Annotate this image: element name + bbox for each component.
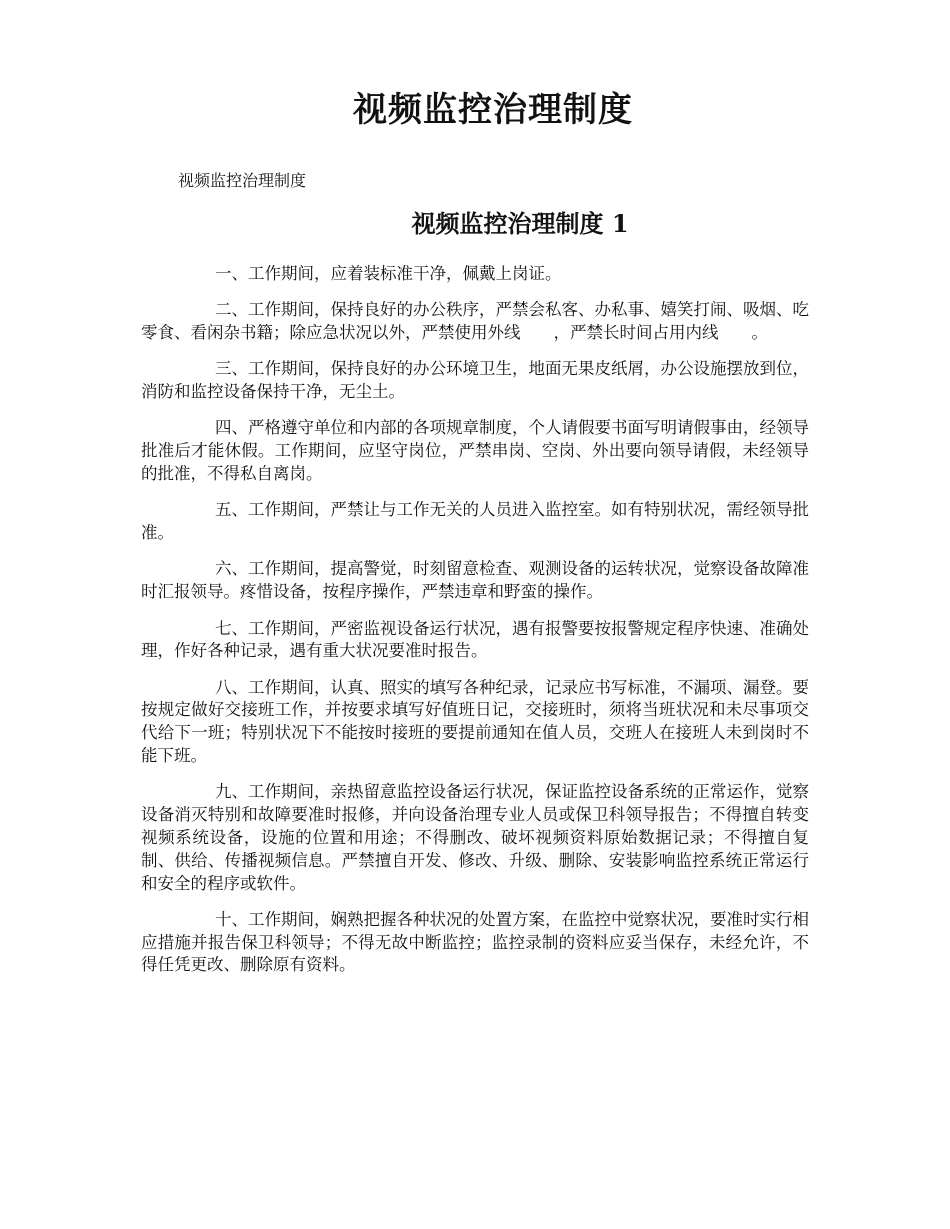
document-subtitle: 视频监控治理制度 bbox=[178, 171, 307, 190]
paragraph-6: 六、工作期间，提高警觉，时刻留意检查、观测设备的运转状况，觉察设备故障准时汇报领导。疼惜设备，按程序操作，严禁违章和野蛮的操作。 bbox=[141, 559, 809, 602]
paragraph-1: 一、工作期间，应着装标准干净，佩戴上岗证。 bbox=[215, 264, 562, 283]
paragraph-4: 四、严格遵守单位和内部的各项规章制度，个人请假要书面写明请假事由，经领导批准后才能休假。工作期间，应坚守岗位，严禁串岗、空岗、外出要向领导请假，未经领导的批准，不得私自离岗。 bbox=[141, 418, 809, 484]
document-title: 视频监控治理制度 bbox=[353, 90, 633, 130]
paragraph-9: 九、工作期间，亲热留意监控设备运行状况，保证监控设备系统的正常运作，觉察设备消灭特别和故障要准时报修，并向设备治理专业人员或保卫科领导报告；不得擅自转变视频系统设备，设施的位置和用途；不得删改、破坏视频资料原始数据记录；不得擅自复制、供给、传播视频信息。严禁擅自开发、修改、升级、删除、安装影响监控系统正常运行和安全的程序或软件。 bbox=[141, 782, 809, 893]
paragraph-7: 七、工作期间，严密监视设备运行状况，遇有报警要按报警规定程序快速、准确处理，作好各种记录，遇有重大状况要准时报告。 bbox=[141, 618, 809, 661]
paragraph-5: 五、工作期间，严禁让与工作无关的人员进入监控室。如有特别状况，需经领导批准。 bbox=[141, 500, 809, 543]
section-heading: 视频监控治理制度 1 bbox=[411, 209, 629, 238]
paragraph-10: 十、工作期间，娴熟把握各种状况的处置方案，在监控中觉察状况，要准时实行相应措施并报告保卫科领导；不得无故中断监控；监控录制的资料应妥当保存，未经允许，不得任凭更改、删除原有资料。 bbox=[141, 909, 809, 975]
paragraph-3: 三、工作期间，保持良好的办公环境卫生，地面无果皮纸屑，办公设施摆放到位，消防和监控设备保持干净，无尘土。 bbox=[141, 359, 809, 402]
paragraph-8: 八、工作期间，认真、照实的填写各种纪录，记录应书写标准，不漏项、漏登。要按规定做好交接班工作，并按要求填写好值班日记，交接班时，须将当班状况和未尽事项交代给下一班；特别状况下不能按时接班的要提前通知在值人员，交班人在接班人未到岗时不能下班。 bbox=[141, 677, 809, 766]
document-body bbox=[141, 263, 809, 991]
paragraph-2: 二、工作期间，保持良好的办公秩序，严禁会私客、办私事、嬉笑打闹、吸烟、吃零食、看闲杂书籍；除应急状况以外，严禁使用外线 ，严禁长时间占用内线 。 bbox=[141, 300, 809, 343]
